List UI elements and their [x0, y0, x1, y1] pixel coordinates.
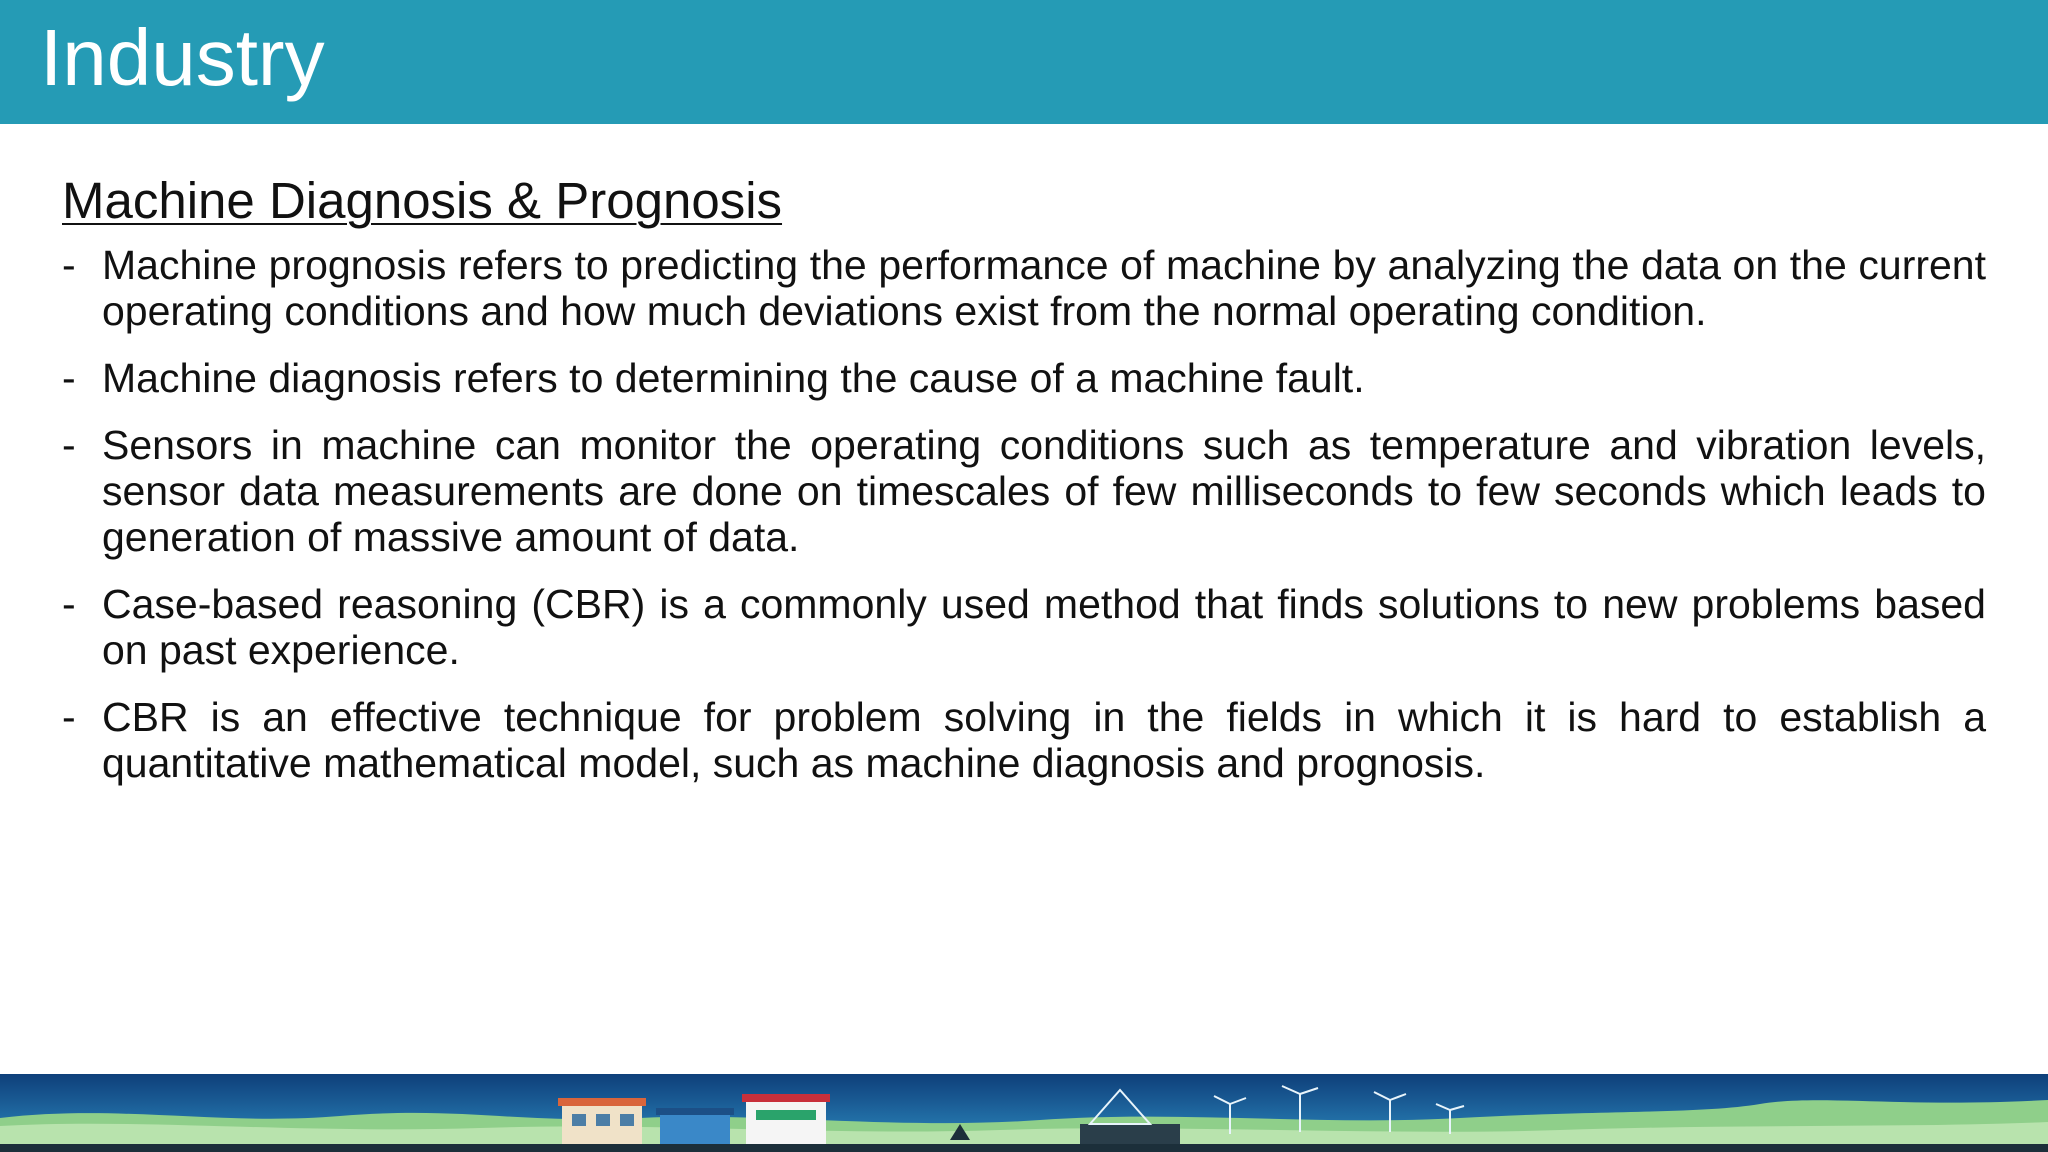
bullet-marker: - — [62, 355, 76, 401]
bullet-text: Case-based reasoning (CBR) is a commonly used method that finds solutions to new problems based on past experience. — [102, 581, 1986, 673]
slide-content — [62, 170, 1986, 807]
bullet-text: Machine diagnosis refers to determining the cause of a machine fault. — [102, 355, 1365, 401]
section-heading: Machine Diagnosis & Prognosis — [62, 172, 783, 229]
bullet-item — [62, 355, 1986, 401]
bullet-item — [62, 242, 1986, 334]
bullet-marker: - — [62, 581, 76, 627]
bullet-item — [62, 581, 1986, 673]
bullet-item — [62, 422, 1986, 560]
footer-landscape-graphic — [0, 1074, 2048, 1152]
bullet-text: Sensors in machine can monitor the operating conditions such as temperature and vibration levels, sensor data measurements are done on timescales of few milliseconds to few seconds which leads to generation of massive amount of data. — [102, 422, 1986, 560]
bullet-list — [62, 242, 1986, 786]
slide-title: Industry — [40, 13, 325, 102]
bullet-marker: - — [62, 422, 76, 468]
footer-road — [0, 1144, 2048, 1152]
bullet-text: Machine prognosis refers to predicting the performance of machine by analyzing the data on the current operating conditions and how much deviations exist from the normal operating condition. — [102, 242, 1986, 334]
bullet-marker: - — [62, 242, 76, 288]
bullet-marker: - — [62, 694, 76, 740]
bullet-text: CBR is an effective technique for problem solving in the fields in which it is hard to establish a quantitative mathematical model, such as machine diagnosis and prognosis. — [102, 694, 1986, 786]
footer-illustration — [0, 1074, 2048, 1152]
header-bar — [0, 0, 2048, 124]
bullet-item — [62, 694, 1986, 786]
